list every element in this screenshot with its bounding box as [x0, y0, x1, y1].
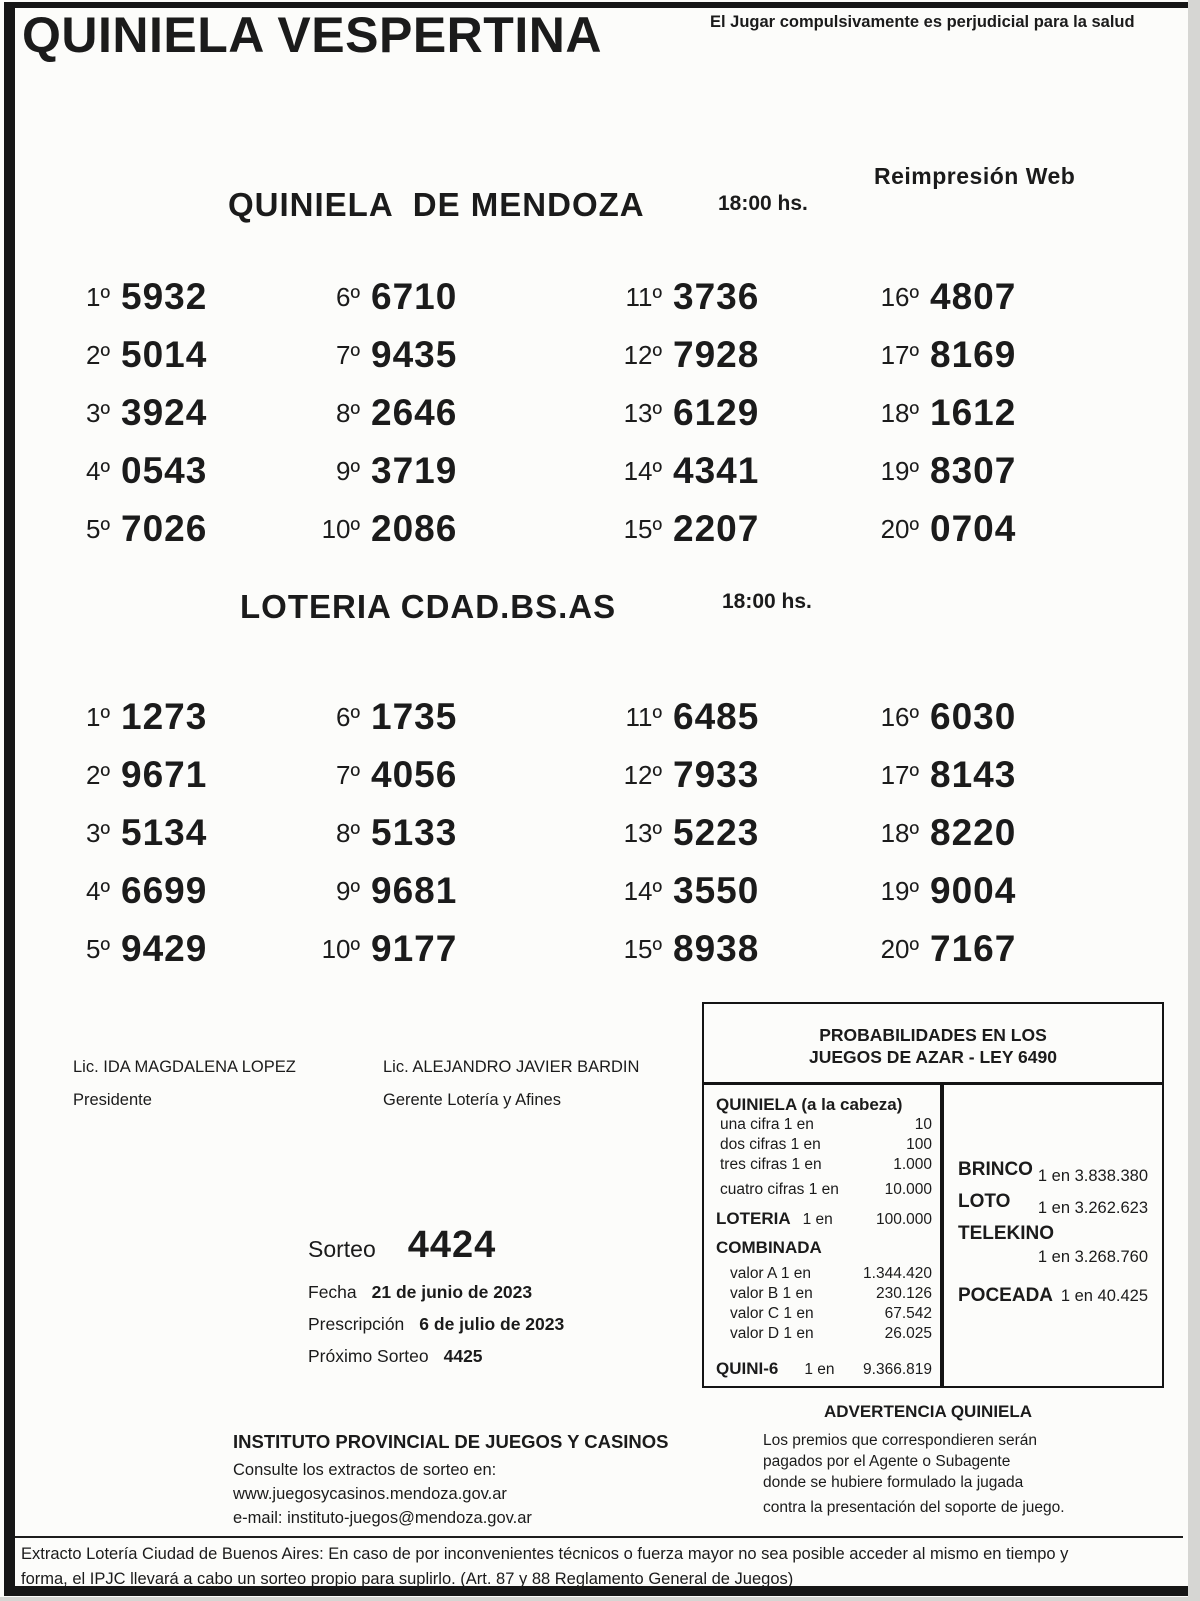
- result-cell: [308, 500, 610, 558]
- result-cell: [308, 268, 610, 326]
- result-cell: [867, 500, 1068, 558]
- result-cell: [610, 268, 867, 326]
- result-position: 12º: [623, 759, 662, 790]
- result-cell: [610, 326, 867, 384]
- result-cell: [867, 326, 1068, 384]
- footer-divider: [15, 1536, 1183, 1538]
- odds-row: [716, 1264, 932, 1284]
- official-president: [73, 1058, 296, 1110]
- result-position: 18º: [880, 817, 919, 848]
- quiniela-warning-line: pagados por el Agente o Subagente: [763, 1453, 1011, 1470]
- result-number: 7167: [930, 928, 1017, 969]
- proximo-sorteo-label: Próximo Sorteo: [308, 1346, 429, 1366]
- results-grid-loteria-bsas: [58, 688, 1068, 978]
- result-number: 8143: [930, 754, 1017, 795]
- result-number: 1273: [121, 696, 208, 737]
- result-position: 20º: [880, 933, 919, 964]
- result-cell: [58, 442, 308, 500]
- result-position: 19º: [880, 875, 919, 906]
- result-number: 6129: [673, 392, 760, 433]
- footer-disclaimer-line2: forma, el IPJC llevará a cabo un sorteo propio para suplirlo. (Art. 87 y 88 Reglamento General de Juegos): [21, 1570, 794, 1588]
- result-cell: [308, 862, 610, 920]
- institute-contact-line: Consulte los extractos de sorteo en:: [233, 1461, 497, 1479]
- probabilities-right-column: [944, 1085, 1162, 1386]
- probabilities-left-column: [704, 1085, 944, 1386]
- odds-value: 100: [906, 1136, 932, 1153]
- draw-time-loteria-bsas: 18:00 hs.: [722, 590, 812, 613]
- result-number: 3924: [121, 392, 208, 433]
- combinada-header: COMBINADA: [716, 1238, 822, 1257]
- odds-value: 26.025: [884, 1325, 932, 1342]
- result-cell: [308, 326, 610, 384]
- odds-value: 1.000: [893, 1156, 932, 1173]
- quiniela-warning-text: [763, 1430, 1093, 1518]
- result-cell: [58, 268, 308, 326]
- result-position: 11º: [625, 701, 662, 732]
- result-cell: [610, 920, 867, 978]
- loteria-odds-value: 100.000: [875, 1211, 932, 1228]
- quiniela-warning-block: [763, 1402, 1093, 1518]
- sorteo-row: [308, 1224, 564, 1267]
- result-position: 8º: [336, 817, 360, 848]
- result-number: 6710: [371, 276, 458, 317]
- result-position: 5º: [86, 933, 110, 964]
- official-name: Lic. ALEJANDRO JAVIER BARDIN: [383, 1058, 640, 1076]
- results-grid-mendoza: [58, 268, 1068, 558]
- result-number: 4807: [930, 276, 1017, 317]
- result-cell: [308, 442, 610, 500]
- loteria-odds-row: [716, 1209, 932, 1231]
- result-position: 6º: [336, 281, 360, 312]
- result-position: 7º: [336, 759, 360, 790]
- page-title: QUINIELA VESPERTINA: [22, 7, 602, 63]
- quiniela-odds-header: QUINIELA (a la cabeza): [716, 1095, 903, 1114]
- quini6-odds-row: [716, 1359, 932, 1380]
- result-position: 13º: [623, 397, 662, 428]
- result-position: 15º: [623, 513, 662, 544]
- loto-odds-row: [958, 1191, 1148, 1217]
- result-number: 9671: [121, 754, 208, 795]
- fecha-row: [308, 1282, 564, 1303]
- quini6-odds-label: QUINI-6: [716, 1359, 779, 1378]
- odds-label: cuatro cifras 1 en: [720, 1181, 839, 1198]
- result-position: 9º: [336, 875, 360, 906]
- official-name: Lic. IDA MAGDALENA LOPEZ: [73, 1058, 296, 1076]
- result-cell: [58, 746, 308, 804]
- odds-label: valor C 1 en: [730, 1305, 814, 1322]
- result-cell: [867, 688, 1068, 746]
- result-number: 0704: [930, 508, 1017, 549]
- result-position: 16º: [880, 281, 919, 312]
- result-cell: [308, 804, 610, 862]
- brinco-odds-row: [958, 1159, 1148, 1185]
- result-position: 10º: [321, 513, 360, 544]
- odds-row: [716, 1304, 932, 1324]
- result-number: 2086: [371, 508, 458, 549]
- result-position: 14º: [623, 455, 662, 486]
- quiniela-warning-line: donde se hubiere formulado la jugada: [763, 1474, 1024, 1491]
- result-number: 5134: [121, 812, 208, 853]
- health-warning: El Jugar compulsivamente es perjudicial para la salud: [710, 13, 1135, 31]
- loto-label: LOTO: [958, 1191, 1011, 1212]
- result-cell: [58, 688, 308, 746]
- result-cell: [58, 500, 308, 558]
- result-cell: [867, 804, 1068, 862]
- institute-contact-line: www.juegosycasinos.mendoza.gov.ar: [233, 1485, 507, 1503]
- prescripcion-row: [308, 1314, 564, 1335]
- result-number: 9435: [371, 334, 458, 375]
- prescripcion-value: 6 de julio de 2023: [419, 1314, 565, 1334]
- result-position: 3º: [86, 817, 110, 848]
- quiniela-warning-line: contra la presentación del soporte de juego.: [763, 1499, 1065, 1516]
- odds-value: 10.000: [884, 1181, 932, 1198]
- result-cell: [867, 442, 1068, 500]
- brinco-label: BRINCO: [958, 1159, 1033, 1180]
- quiniela-warning-line: Los premios que correspondieren serán: [763, 1432, 1037, 1449]
- result-cell: [610, 384, 867, 442]
- result-number: 6485: [673, 696, 760, 737]
- result-number: 8307: [930, 450, 1017, 491]
- result-number: 2207: [673, 508, 760, 549]
- result-cell: [308, 746, 610, 804]
- sorteo-number: 4424: [407, 1224, 497, 1266]
- result-number: 4056: [371, 754, 458, 795]
- result-number: 6030: [930, 696, 1017, 737]
- result-number: 6699: [121, 870, 208, 911]
- institute-contact-line: e-mail: instituto-juegos@mendoza.gov.ar: [233, 1509, 532, 1527]
- odds-label: valor B 1 en: [730, 1285, 813, 1302]
- result-cell: [308, 688, 610, 746]
- odds-value: 10: [914, 1116, 932, 1133]
- institute-name: INSTITUTO PROVINCIAL DE JUEGOS Y CASINOS: [233, 1431, 669, 1452]
- official-role: Gerente Lotería y Afines: [383, 1091, 561, 1109]
- result-cell: [867, 920, 1068, 978]
- draw-time-mendoza: 18:00 hs.: [718, 192, 808, 215]
- odds-label: valor A 1 en: [730, 1265, 812, 1282]
- result-position: 1º: [86, 281, 110, 312]
- brinco-odds: 1 en 3.838.380: [1037, 1167, 1148, 1185]
- result-number: 8938: [673, 928, 760, 969]
- odds-row: [716, 1324, 932, 1344]
- result-number: 5014: [121, 334, 208, 375]
- quini6-odds-value: 9.366.819: [863, 1361, 932, 1378]
- odds-row: [716, 1115, 932, 1135]
- poceada-odds-row: [958, 1285, 1148, 1307]
- odds-value: 67.542: [884, 1305, 932, 1322]
- odds-label: una cifra 1 en: [720, 1116, 814, 1133]
- result-position: 12º: [623, 339, 662, 370]
- result-number: 3719: [371, 450, 458, 491]
- result-number: 4341: [673, 450, 760, 491]
- odds-label: valor D 1 en: [730, 1325, 814, 1342]
- result-number: 0543: [121, 450, 208, 491]
- probabilities-title-line1: PROBABILIDADES EN LOS: [819, 1025, 1047, 1045]
- result-cell: [610, 500, 867, 558]
- proximo-sorteo-value: 4425: [443, 1346, 483, 1366]
- result-cell: [58, 384, 308, 442]
- result-number: 7928: [673, 334, 760, 375]
- result-position: 18º: [880, 397, 919, 428]
- quiniela-odds-rows: [716, 1115, 932, 1200]
- result-cell: [610, 442, 867, 500]
- odds-row: [716, 1180, 932, 1200]
- result-number: 9177: [371, 928, 458, 969]
- result-position: 14º: [623, 875, 662, 906]
- result-position: 17º: [880, 759, 919, 790]
- result-number: 3736: [673, 276, 760, 317]
- draw-title-mendoza: QUINIELA DE MENDOZA: [228, 186, 645, 223]
- result-position: 17º: [880, 339, 919, 370]
- institute-contact-lines: [233, 1458, 669, 1530]
- loteria-odds-label: LOTERIA: [716, 1209, 791, 1228]
- result-position: 4º: [86, 875, 110, 906]
- result-cell: [58, 804, 308, 862]
- result-position: 7º: [336, 339, 360, 370]
- result-number: 7933: [673, 754, 760, 795]
- draw-title-loteria-bsas: LOTERIA CDAD.BS.AS: [240, 588, 617, 625]
- page-border-left: [4, 2, 15, 1594]
- result-number: 7026: [121, 508, 208, 549]
- result-position: 16º: [880, 701, 919, 732]
- odds-row: [716, 1155, 932, 1175]
- prescripcion-label: Prescripción: [308, 1314, 405, 1334]
- result-position: 15º: [623, 933, 662, 964]
- result-number: 1612: [930, 392, 1017, 433]
- result-position: 4º: [86, 455, 110, 486]
- result-cell: [867, 268, 1068, 326]
- result-cell: [610, 862, 867, 920]
- quiniela-warning-title: ADVERTENCIA QUINIELA: [823, 1402, 1033, 1421]
- result-position: 20º: [880, 513, 919, 544]
- result-number: 5133: [371, 812, 458, 853]
- result-cell: [610, 804, 867, 862]
- official-role: Presidente: [73, 1091, 152, 1109]
- telekino-odds: 1 en 3.268.760: [1037, 1248, 1148, 1266]
- poceada-odds: 1 en 40.425: [1060, 1287, 1148, 1305]
- result-number: 1735: [371, 696, 458, 737]
- result-position: 13º: [623, 817, 662, 848]
- result-cell: [58, 326, 308, 384]
- result-cell: [610, 746, 867, 804]
- result-cell: [867, 746, 1068, 804]
- loteria-odds-mid: 1 en: [802, 1211, 833, 1228]
- result-number: 5223: [673, 812, 760, 853]
- fecha-label: Fecha: [308, 1282, 357, 1302]
- result-number: 2646: [371, 392, 458, 433]
- footer-disclaimer: [21, 1542, 1181, 1592]
- result-cell: [58, 862, 308, 920]
- loto-odds: 1 en 3.262.623: [1037, 1199, 1148, 1217]
- result-cell: [308, 384, 610, 442]
- result-cell: [867, 862, 1068, 920]
- result-number: 9004: [930, 870, 1017, 911]
- result-number: 8220: [930, 812, 1017, 853]
- result-cell: [867, 384, 1068, 442]
- poceada-label: POCEADA: [958, 1285, 1054, 1306]
- footer-disclaimer-line1: Extracto Lotería Ciudad de Buenos Aires: En caso de por inconvenientes técnicos o fuerza mayor no sea posible acceder al mismo en tiempo y: [21, 1545, 1069, 1563]
- odds-value: 230.126: [875, 1285, 932, 1302]
- odds-label: dos cifras 1 en: [720, 1136, 821, 1153]
- quini6-odds-mid: 1 en: [804, 1361, 835, 1378]
- result-position: 6º: [336, 701, 360, 732]
- result-position: 2º: [86, 339, 110, 370]
- result-position: 19º: [880, 455, 919, 486]
- result-number: 9681: [371, 870, 458, 911]
- draw-info-block: [308, 1224, 564, 1367]
- result-position: 8º: [336, 397, 360, 428]
- result-number: 3550: [673, 870, 760, 911]
- probabilities-title: [704, 1004, 1162, 1085]
- result-number: 5932: [121, 276, 208, 317]
- odds-row: [716, 1284, 932, 1304]
- result-position: 10º: [321, 933, 360, 964]
- telekino-odds-row: [958, 1223, 1148, 1267]
- odds-row: [716, 1135, 932, 1155]
- probabilities-box: [702, 1002, 1164, 1388]
- result-position: 5º: [86, 513, 110, 544]
- reprint-web-label: Reimpresión Web: [874, 163, 1076, 189]
- result-position: 2º: [86, 759, 110, 790]
- odds-value: 1.344.420: [863, 1265, 932, 1282]
- result-position: 1º: [86, 701, 110, 732]
- result-position: 11º: [625, 281, 662, 312]
- odds-label: tres cifras 1 en: [720, 1156, 822, 1173]
- probabilities-title-line2: JUEGOS DE AZAR - LEY 6490: [809, 1047, 1057, 1067]
- result-cell: [610, 688, 867, 746]
- combinada-odds-rows: [716, 1264, 932, 1344]
- result-cell: [308, 920, 610, 978]
- institute-block: [233, 1431, 669, 1530]
- sorteo-label: Sorteo: [308, 1236, 376, 1262]
- telekino-label: TELEKINO: [958, 1223, 1055, 1244]
- result-number: 8169: [930, 334, 1017, 375]
- result-position: 9º: [336, 455, 360, 486]
- result-cell: [58, 920, 308, 978]
- probabilities-body: [704, 1085, 1162, 1386]
- result-position: 3º: [86, 397, 110, 428]
- fecha-value: 21 de junio de 2023: [371, 1282, 533, 1302]
- proximo-sorteo-row: [308, 1346, 564, 1367]
- result-number: 9429: [121, 928, 208, 969]
- official-manager: [383, 1058, 639, 1110]
